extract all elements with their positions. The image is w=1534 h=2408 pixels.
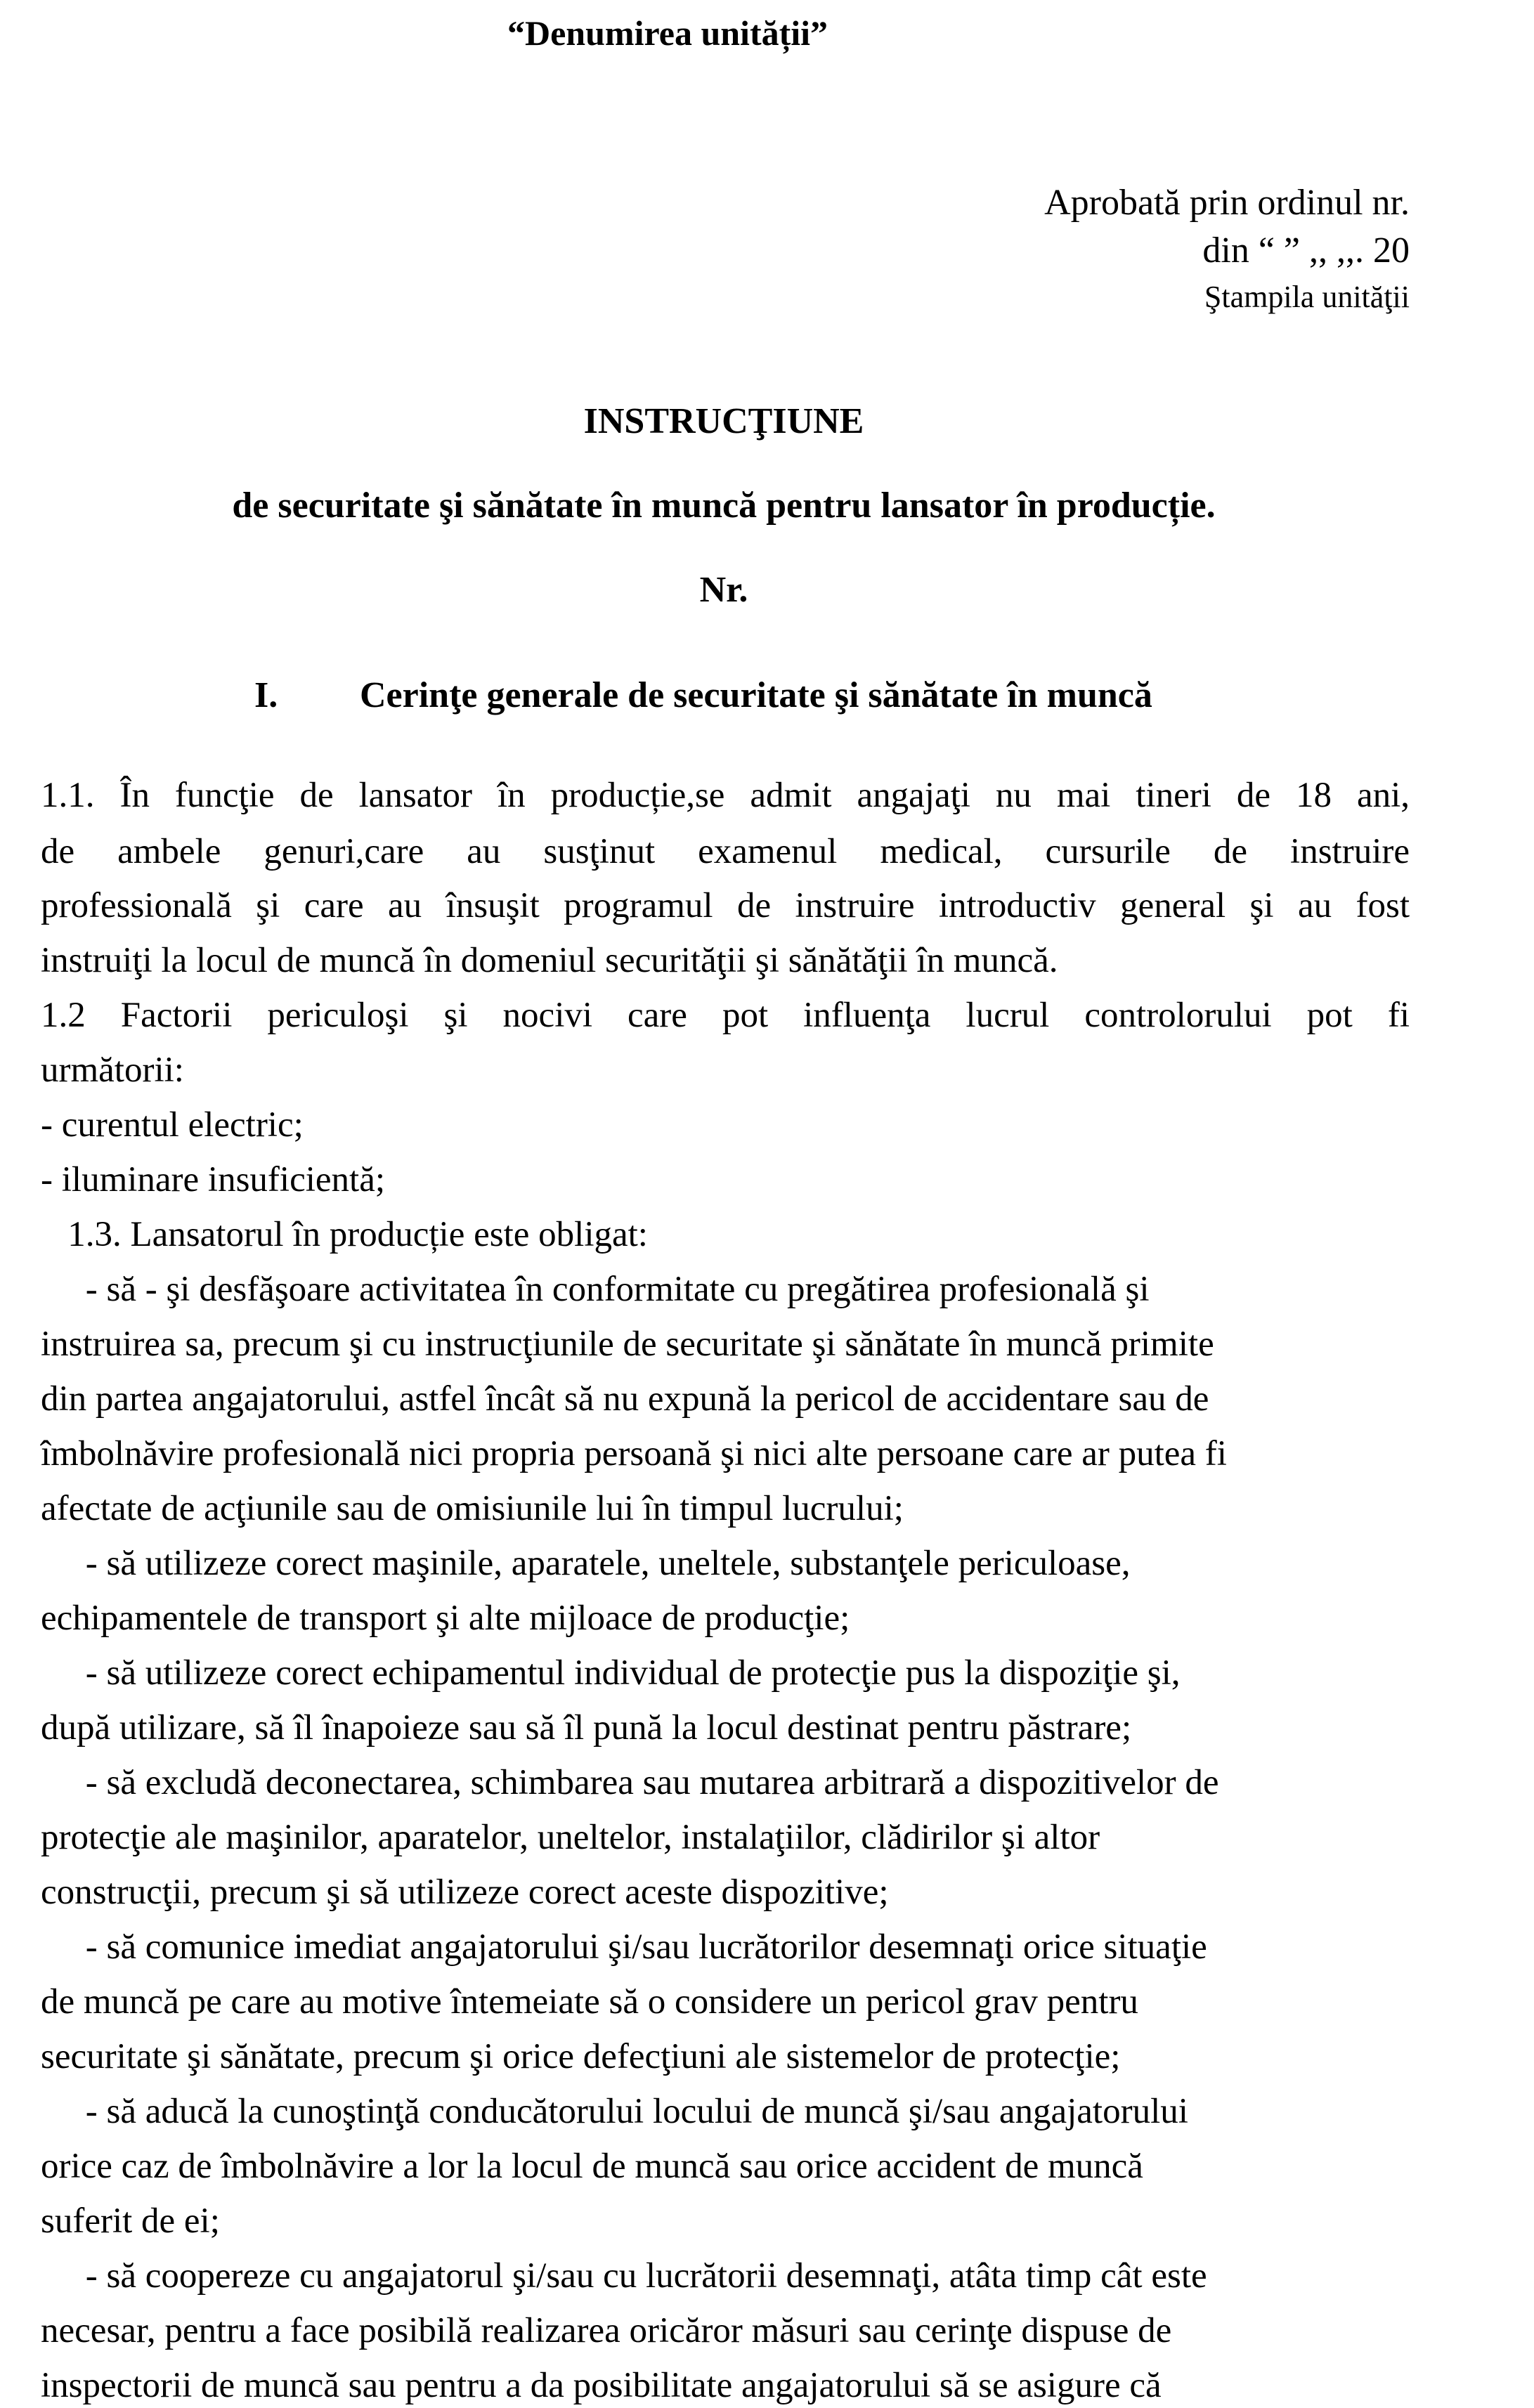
body-line: instruirea sa, precum şi cu instrucţiunile de securitate şi sănătate în muncă primite (41, 1325, 1214, 1364)
body-line: echipamentele de transport şi alte mijloace de producţie; (41, 1599, 850, 1638)
body-line: necesar, pentru a face posibilă realizarea oricăror măsuri sau cerinţe dispuse de (41, 2311, 1172, 2350)
body-line: următorii: (41, 1050, 184, 1090)
section-number: I. (254, 675, 278, 715)
approval-block (1044, 179, 1410, 320)
body-line: orice caz de îmbolnăvire a lor la locul de muncă sau orice accident de muncă (41, 2147, 1143, 2186)
body-line: - să utilizeze corect maşinile, aparatele, uneltele, substanţele periculoase, (41, 1544, 1131, 1583)
body-line: îmbolnăvire profesională nici propria persoană şi nici alte persoane care ar putea fi (41, 1434, 1227, 1473)
body-line: - să aducă la cunoştinţă conducătorului locului de muncă şi/sau angajatorului (41, 2092, 1188, 2131)
body-line: afectate de acţiunile sau de omisiunile lui în timpul lucrului; (41, 1489, 904, 1528)
body-line: din partea angajatorului, astfel încât să nu expună la pericol de accidentare sau de (41, 1379, 1209, 1419)
body-line: inspectorii de muncă sau pentru a da posibilitate angajatorului să se asigure că (41, 2366, 1162, 2405)
body-line: professională şi care au însuşit programul de instruire introductiv general şi au fost (41, 886, 1410, 925)
document-subtitle: de securitate şi sănătate în muncă pentru lansator în producție. (232, 486, 1216, 526)
approval-date-line: din “ ” ,, ,,. 20 (1202, 230, 1410, 271)
approval-order-line: Aprobată prin ordinul nr. (1044, 183, 1410, 223)
body-line: - să - şi desfăşoare activitatea în conformitate cu pregătirea profesională şi (41, 1270, 1150, 1309)
body-line: de muncă pe care au motive întemeiate să o considere un pericol grav pentru (41, 1982, 1138, 2022)
body-line: 1.3. Lansatorul în producție este obligat: (41, 1215, 648, 1254)
body-line: după utilizare, să îl înapoieze sau să îl pună la locul destinat pentru păstrare; (41, 1708, 1132, 1748)
unit-name: “Denumirea unității” (507, 13, 828, 53)
body-line: protecţie ale maşinilor, aparatelor, uneltelor, instalaţiilor, clădirilor şi altor (41, 1818, 1100, 1857)
body-line: securitate şi sănătate, precum şi orice defecţiuni ale sistemelor de protecţie; (41, 2037, 1121, 2076)
section-title: Cerinţe generale de securitate şi sănătate în muncă (360, 675, 1152, 715)
body-line: - să coopereze cu angajatorul şi/sau cu lucrătorii desemnaţi, atâta timp cât este (41, 2256, 1207, 2296)
body-line: - să comunice imediat angajatorului şi/sau lucrătorilor desemnaţi orice situaţie (41, 1927, 1207, 1967)
section-heading (254, 675, 1152, 716)
body-line: - iluminare insuficientă; (41, 1160, 386, 1199)
body-line: - să utilizeze corect echipamentul individual de protecţie pus la dispoziţie şi, (41, 1653, 1181, 1693)
body-line: suferit de ei; (41, 2201, 220, 2241)
approval-stamp-line: Ştampila unităţii (1204, 280, 1410, 314)
body-line: instruiţi la locul de muncă în domeniul securităţii şi sănătăţii în muncă. (41, 941, 1058, 980)
body-line: 1.1. În funcţie de lansator în producție,se admit angajaţi nu mai tineri de 18 ani, (41, 776, 1410, 815)
body-line: - să excludă deconectarea, schimbarea sau mutarea arbitrară a dispozitivelor de (41, 1763, 1219, 1802)
body-line: de ambele genuri,care au susţinut examenul medical, cursurile de instruire (41, 832, 1410, 871)
body-line: - curentul electric; (41, 1105, 304, 1145)
body-line: 1.2 Factorii periculoşi şi nocivi care pot influenţa lucrul controlorului pot fi (41, 996, 1410, 1035)
body-line: construcţii, precum şi să utilizeze corect aceste dispozitive; (41, 1873, 889, 1912)
document-number: Nr. (699, 570, 748, 610)
document-title: INSTRUCŢIUNE (583, 401, 864, 441)
